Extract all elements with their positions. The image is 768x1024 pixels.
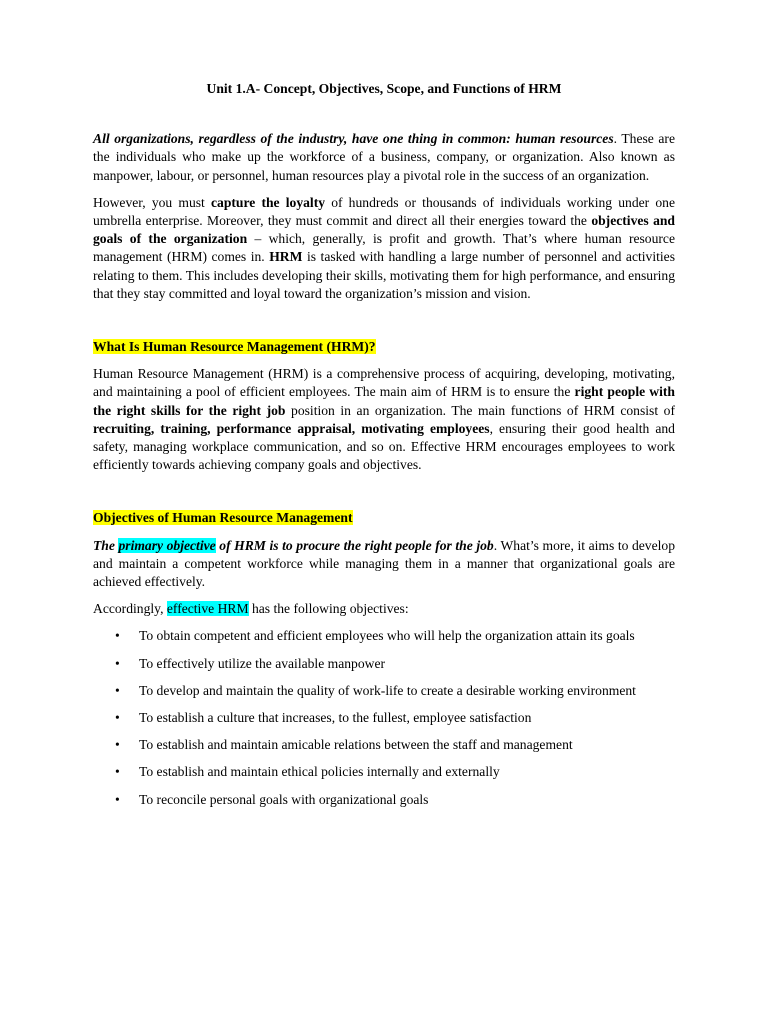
heading-text: Objectives of Human Resource Management [93,510,353,526]
intro-lead: All organizations, regardless of the industry, have one thing in common: human resources [93,131,614,147]
list-item-text: To establish a culture that increases, to the fullest, employee satisfaction [139,710,532,726]
bullet-icon: • [115,628,120,644]
text-run: position in an organization. The main functions of HRM consist of [285,402,675,418]
text-run: . What’s more, it aims to develop and maintain a competent workforce while managing them in a manner that organizational goals are achieved effectively. [93,537,676,590]
intro-text: . These are the individuals who make up the workforce of a business, company, or organization. Also known as manpower, labour, or personnel, human resources play a pivotal role in the success of an organization. [93,131,675,183]
bullet-icon: • [115,764,120,780]
bullet-icon: • [115,682,120,698]
text-run: The [93,537,119,553]
list-item-text: To reconcile personal goals with organizational goals [139,791,429,807]
intro-paragraph [93,130,675,185]
highlighted-phrase: effective HRM [166,601,249,617]
bullet-icon: • [115,710,120,726]
document-title: Unit 1.A- Concept, Objectives, Scope, and Functions of HRM [206,81,562,96]
list-item [93,627,675,645]
list-item [93,655,675,673]
bold-run: HRM [269,249,303,265]
spacer [93,312,675,338]
document-page [93,80,675,818]
text-run: of HRM is to procure the right people for the job [215,537,494,553]
bold-run: right people with the right skills for the right job [93,384,675,418]
list-item [93,763,675,781]
list-item-text: To establish and maintain amicable relations between the staff and management [139,737,573,753]
text-run: has the following objectives: [248,601,409,617]
text-run: is tasked with handling a large number of personnel and activities relating to them. This includes developing their skills, motivating them for high performance, and ensuring that they stay committed and loyal toward the organization’s mission and vision. [93,249,675,301]
list-item [93,736,675,754]
heading-text: What Is Human Resource Management (HRM)? [93,339,376,355]
section-heading-objectives [93,509,675,527]
loyalty-paragraph [93,194,675,303]
spacer [93,483,675,509]
bullet-icon: • [115,655,120,671]
primary-objective-paragraph [93,537,675,592]
list-item [93,709,675,727]
bold-run: capture the loyalty [211,194,326,210]
text-run: , ensuring their good health and safety, managing workplace communication, and so on. Effective HRM encourages employees to work efficiently towards achieving company goals and objectives. [93,420,675,473]
bold-run: objectives and goals of the organization [93,213,675,247]
text-run: – which, generally, is profit and growth. That’s where human resource management (HRM) comes in. [93,231,675,265]
bullet-icon: • [115,737,120,753]
list-item-text: To develop and maintain the quality of work-life to create a desirable working environment [139,682,636,698]
bold-run: recruiting, training, performance appraisal, motivating employees [93,420,490,436]
list-item-text: To establish and maintain ethical policies internally and externally [139,764,500,780]
bullet-icon: • [115,791,120,807]
list-item [93,682,675,700]
text-run: Human Resource Management (HRM) is a comprehensive process of acquiring, developing, motivating, and maintaining a pool of efficient employees. The main aim of HRM is to ensure the [93,366,675,400]
text-run: Accordingly, [93,601,167,617]
list-item-text: To obtain competent and efficient employees who will help the organization attain its goals [139,628,635,644]
hrm-definition-paragraph [93,365,675,474]
accordingly-paragraph [93,600,675,618]
text-run: However, you must [93,194,211,210]
text-run: of hundreds or thousands of individuals working under one umbrella enterprise. Moreover, they must commit and direct all their energies toward the [93,194,675,229]
list-item-text: To effectively utilize the available manpower [139,655,386,671]
highlighted-phrase: primary objective [118,537,216,553]
list-item [93,791,675,809]
section-heading-what-is-hrm [93,338,675,356]
objectives-list [93,627,675,808]
